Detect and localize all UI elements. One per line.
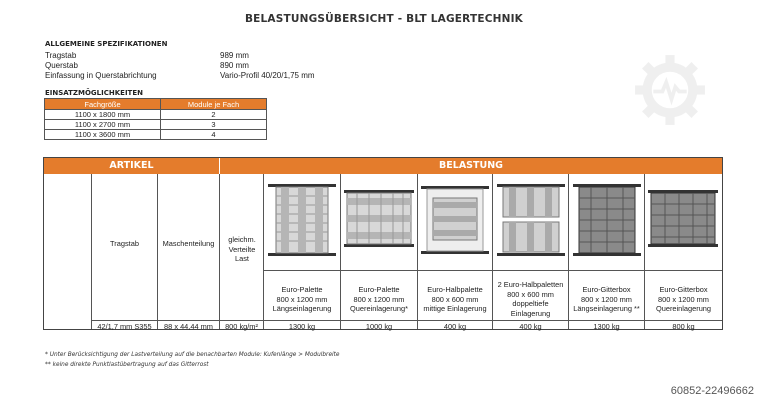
listing-id: 60852-22496662 [670, 385, 754, 397]
verteilte-last-value: 800 kg/m² [225, 322, 258, 331]
table-row [45, 110, 267, 120]
table-row [45, 120, 267, 130]
divider [219, 174, 220, 329]
spec-label: Querstab [45, 61, 78, 70]
verteilte-last-label: gleichm. Verteilte Last [228, 235, 256, 263]
divider [91, 320, 722, 321]
table-row [45, 130, 267, 140]
load-value: 1300 kg [593, 322, 620, 331]
load-value: 1000 kg [365, 322, 393, 331]
artikel-header: ARTIKEL [44, 158, 219, 174]
maschenteilung-value: 88 x 44,44 mm [164, 322, 213, 331]
tragstab-value: 42/1,7 mm S355 [97, 322, 152, 331]
maschenteilung-label: Maschenteilung [162, 239, 215, 248]
euro-pallet-transverse-icon [343, 178, 415, 264]
options-cell: 1100 x 3600 mm [45, 130, 161, 140]
spec-value: Vario-Profil 40/20/1,75 mm [220, 71, 315, 80]
options-cell: 1100 x 1800 mm [45, 110, 161, 120]
divider [157, 174, 158, 329]
load-label: Euro-Palette 800 x 1200 mm Quereinlagerung* [350, 285, 408, 313]
load-label: Euro-Gitterbox 800 x 1200 mm Längseinlagerung ** [573, 285, 640, 313]
spec-label: Einfassung in Querstabrichtung [45, 71, 157, 80]
mesh-box-transverse-icon [647, 178, 719, 264]
load-label: 2 Euro-Halbpaletten 800 x 600 mm doppeltiefe Einlagerung [497, 280, 564, 318]
spec-value: 890 mm [220, 61, 249, 70]
options-cell: 2 [161, 110, 267, 120]
half-pallet-center-icon [419, 178, 491, 264]
belastung-header: BELASTUNG [220, 158, 722, 174]
load-label: Euro-Gitterbox 800 x 1200 mm Quereinlagerung [655, 285, 712, 313]
load-value: 400 kg [519, 322, 542, 331]
mesh-box-longitudinal-icon [571, 178, 643, 264]
load-label: Euro-Palette 800 x 1200 mm Längseinlagerung [272, 285, 332, 313]
tragstab-label: Tragstab [110, 239, 139, 248]
header-divider [219, 158, 220, 174]
load-label: Euro-Halbpalette 800 x 600 mm mittige Einlagerung [423, 285, 487, 313]
spec-value: 989 mm [220, 51, 249, 60]
gear-watermark-icon [632, 52, 708, 128]
page-title: BELASTUNGSÜBERSICHT - BLT LAGERTECHNIK [244, 13, 524, 25]
load-value: 1300 kg [288, 322, 316, 331]
euro-pallet-longitudinal-icon [266, 178, 338, 264]
load-value: 800 kg [672, 322, 695, 331]
two-half-pallets-icon [495, 178, 567, 264]
options-heading: EINSATZMÖGLICHKEITEN [45, 89, 143, 97]
footnote: ** keine direkte Punktlastübertragung auf das Gitterrost [45, 362, 209, 368]
options-col-header: Fachgröße [45, 99, 161, 110]
options-col-header: Module je Fach [161, 99, 267, 110]
divider [263, 270, 722, 271]
options-cell: 1100 x 2700 mm [45, 120, 161, 130]
divider [91, 174, 92, 329]
load-value: 400 kg [443, 322, 467, 331]
general-specs-heading: ALLGEMEINE SPEZIFIKATIONEN [45, 40, 168, 48]
options-cell: 4 [161, 130, 267, 140]
spec-label: Tragstab [45, 51, 77, 60]
options-cell: 3 [161, 120, 267, 130]
footnote: * Unter Berücksichtigung der Lastverteilung auf die benachbarten Module: Kufenlänge > Modulbreite [45, 352, 340, 358]
options-table [44, 98, 267, 140]
